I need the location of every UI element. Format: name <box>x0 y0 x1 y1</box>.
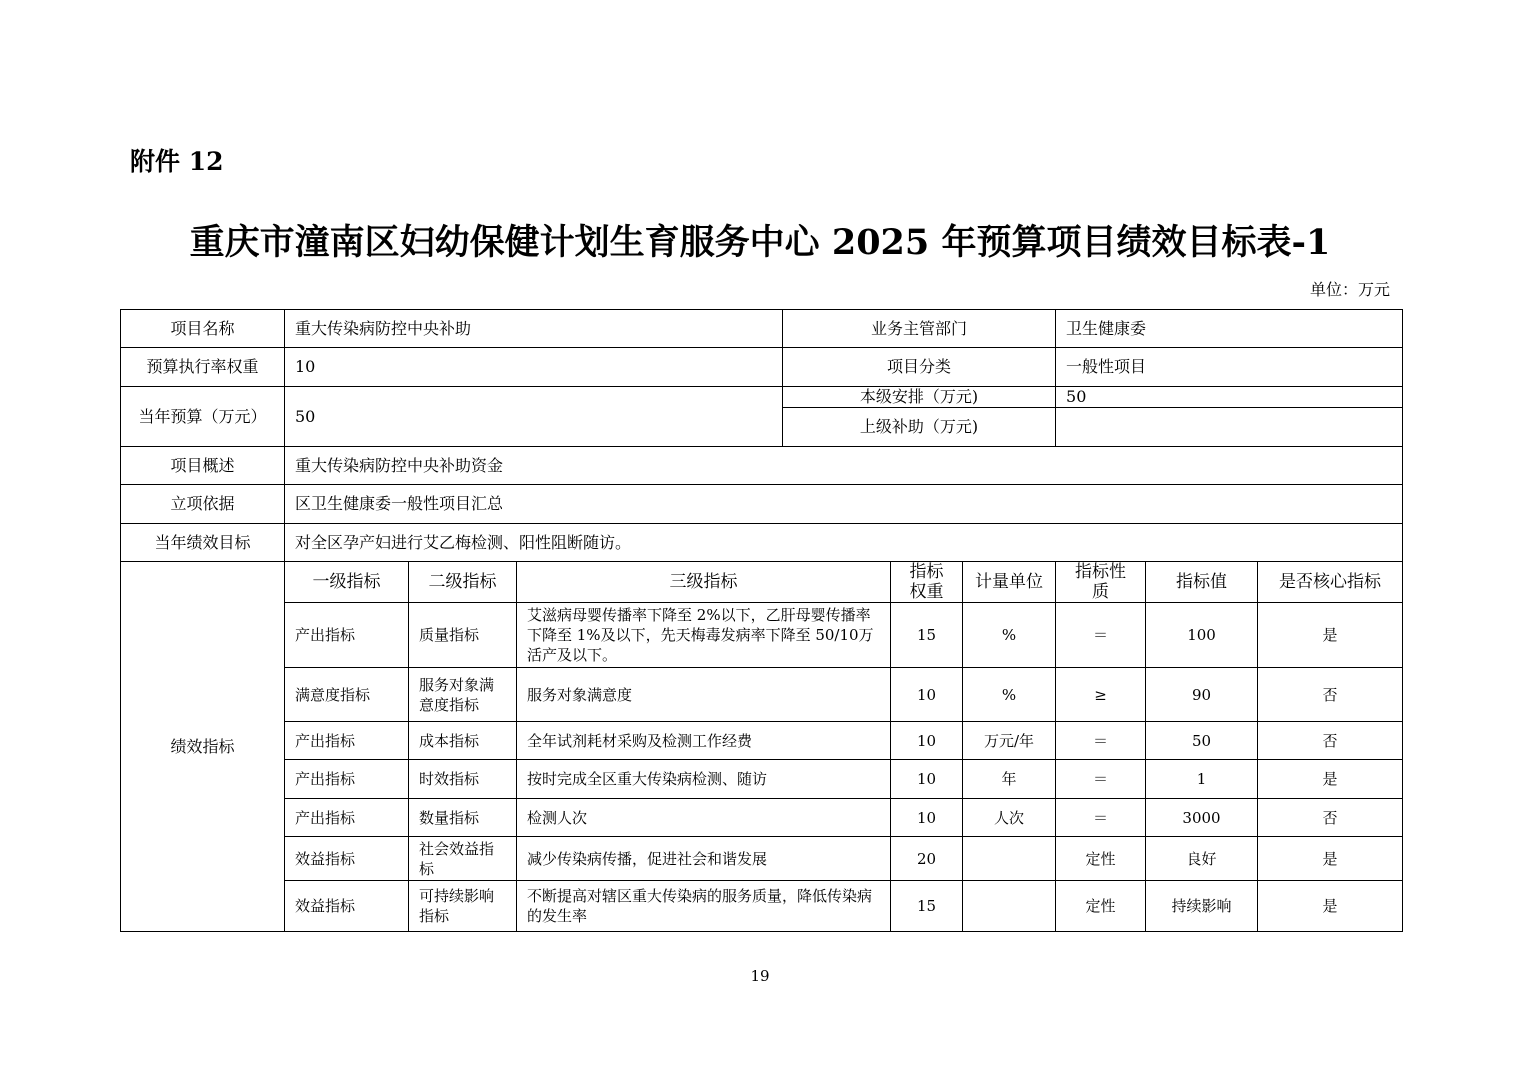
indicator-core: 是 <box>1258 603 1403 668</box>
indicator-level2: 数量指标 <box>409 799 517 837</box>
unit-note: 单位：万元 <box>1309 280 1390 299</box>
indicator-header-row <box>121 562 1403 603</box>
indicator-core: 否 <box>1258 668 1403 722</box>
indicator-core: 是 <box>1258 760 1403 799</box>
superior-label: 上级补助（万元) <box>783 408 1056 447</box>
indicator-level2: 质量指标 <box>409 603 517 668</box>
page-title: 重庆市潼南区妇幼保健计划生育服务中心 2025 年预算项目绩效目标表-1 <box>189 222 1331 263</box>
indicator-level2: 可持续影响指标 <box>409 881 517 932</box>
category-value: 一般性项目 <box>1056 348 1403 387</box>
goal-value: 对全区孕产妇进行艾乙梅检测、阳性阻断随访。 <box>285 524 1403 562</box>
indicator-weight: 20 <box>891 837 963 881</box>
indicator-level1: 效益指标 <box>285 881 409 932</box>
indicator-level3: 检测人次 <box>517 799 891 837</box>
indicators-label: 绩效指标 <box>121 562 285 932</box>
row-overview <box>121 447 1403 485</box>
indicator-nature: ＝ <box>1056 799 1146 837</box>
indicator-unit <box>963 837 1056 881</box>
indicator-row <box>121 760 1403 799</box>
indicator-row <box>121 603 1403 668</box>
weight-value: 10 <box>285 348 783 387</box>
indicator-level1: 产出指标 <box>285 722 409 760</box>
indicator-weight: 10 <box>891 760 963 799</box>
superior-value <box>1056 408 1403 447</box>
annex-label: 附件 12 <box>130 147 224 176</box>
weight-label: 预算执行率权重 <box>121 348 285 387</box>
category-label: 项目分类 <box>783 348 1056 387</box>
indicator-row <box>121 668 1403 722</box>
indicator-core: 否 <box>1258 722 1403 760</box>
goal-label: 当年绩效目标 <box>121 524 285 562</box>
indicator-level2: 成本指标 <box>409 722 517 760</box>
header-level2: 二级指标 <box>409 562 517 603</box>
header-nature: 指标性质 <box>1056 562 1146 603</box>
row-basis <box>121 485 1403 524</box>
indicator-value: 1 <box>1146 760 1258 799</box>
indicator-nature: 定性 <box>1056 881 1146 932</box>
indicator-level1: 产出指标 <box>285 760 409 799</box>
header-weight: 指标权重 <box>891 562 963 603</box>
indicator-weight: 15 <box>891 603 963 668</box>
indicator-level1: 效益指标 <box>285 837 409 881</box>
indicator-value: 3000 <box>1146 799 1258 837</box>
header-level1: 一级指标 <box>285 562 409 603</box>
budget-label: 当年预算（万元） <box>121 387 285 447</box>
indicator-unit <box>963 881 1056 932</box>
overview-value: 重大传染病防控中央补助资金 <box>285 447 1403 485</box>
header-unit: 计量单位 <box>963 562 1056 603</box>
indicator-unit: 万元/年 <box>963 722 1056 760</box>
indicator-level3: 服务对象满意度 <box>517 668 891 722</box>
indicator-core: 是 <box>1258 881 1403 932</box>
indicator-unit: 人次 <box>963 799 1056 837</box>
indicator-level3: 减少传染病传播，促进社会和谐发展 <box>517 837 891 881</box>
project-name-label: 项目名称 <box>121 310 285 348</box>
budget-value: 50 <box>285 387 783 447</box>
indicator-level3: 不断提高对辖区重大传染病的服务质量，降低传染病的发生率 <box>517 881 891 932</box>
indicator-level1: 满意度指标 <box>285 668 409 722</box>
indicator-nature: ＝ <box>1056 603 1146 668</box>
indicator-level1: 产出指标 <box>285 603 409 668</box>
indicator-value: 持续影响 <box>1146 881 1258 932</box>
page-number: 19 <box>750 967 770 985</box>
indicator-level2: 社会效益指标 <box>409 837 517 881</box>
indicator-level2: 时效指标 <box>409 760 517 799</box>
row-budget <box>121 387 1403 408</box>
row-weight <box>121 348 1403 387</box>
indicator-nature: 定性 <box>1056 837 1146 881</box>
indicator-value: 90 <box>1146 668 1258 722</box>
basis-value: 区卫生健康委一般性项目汇总 <box>285 485 1403 524</box>
indicator-weight: 15 <box>891 881 963 932</box>
indicator-weight: 10 <box>891 668 963 722</box>
indicator-level3: 按时完成全区重大传染病检测、随访 <box>517 760 891 799</box>
indicator-weight: 10 <box>891 722 963 760</box>
indicator-unit: % <box>963 668 1056 722</box>
header-core: 是否核心指标 <box>1258 562 1403 603</box>
indicator-row <box>121 722 1403 760</box>
local-label: 本级安排（万元) <box>783 387 1056 408</box>
indicator-row <box>121 837 1403 881</box>
indicator-level2: 服务对象满意度指标 <box>409 668 517 722</box>
indicator-nature: ≥ <box>1056 668 1146 722</box>
indicator-core: 是 <box>1258 837 1403 881</box>
indicator-value: 100 <box>1146 603 1258 668</box>
local-value: 50 <box>1056 387 1403 408</box>
indicator-value: 50 <box>1146 722 1258 760</box>
project-name-value: 重大传染病防控中央补助 <box>285 310 783 348</box>
indicator-nature: ＝ <box>1056 722 1146 760</box>
overview-label: 项目概述 <box>121 447 285 485</box>
header-value: 指标值 <box>1146 562 1258 603</box>
indicator-level1: 产出指标 <box>285 799 409 837</box>
indicator-unit: 年 <box>963 760 1056 799</box>
basis-label: 立项依据 <box>121 485 285 524</box>
dept-label: 业务主管部门 <box>783 310 1056 348</box>
indicator-weight: 10 <box>891 799 963 837</box>
indicator-value: 良好 <box>1146 837 1258 881</box>
indicator-nature: ＝ <box>1056 760 1146 799</box>
indicator-unit: % <box>963 603 1056 668</box>
row-goal <box>121 524 1403 562</box>
indicator-level3: 艾滋病母婴传播率下降至 2%以下，乙肝母婴传播率下降至 1%及以下，先天梅毒发病率下降至 50/10万活产及以下。 <box>517 603 891 668</box>
indicator-core: 否 <box>1258 799 1403 837</box>
row-project-name <box>121 310 1403 348</box>
performance-target-table <box>120 309 1403 932</box>
indicator-row <box>121 799 1403 837</box>
dept-value: 卫生健康委 <box>1056 310 1403 348</box>
indicator-row <box>121 881 1403 932</box>
indicator-level3: 全年试剂耗材采购及检测工作经费 <box>517 722 891 760</box>
header-level3: 三级指标 <box>517 562 891 603</box>
